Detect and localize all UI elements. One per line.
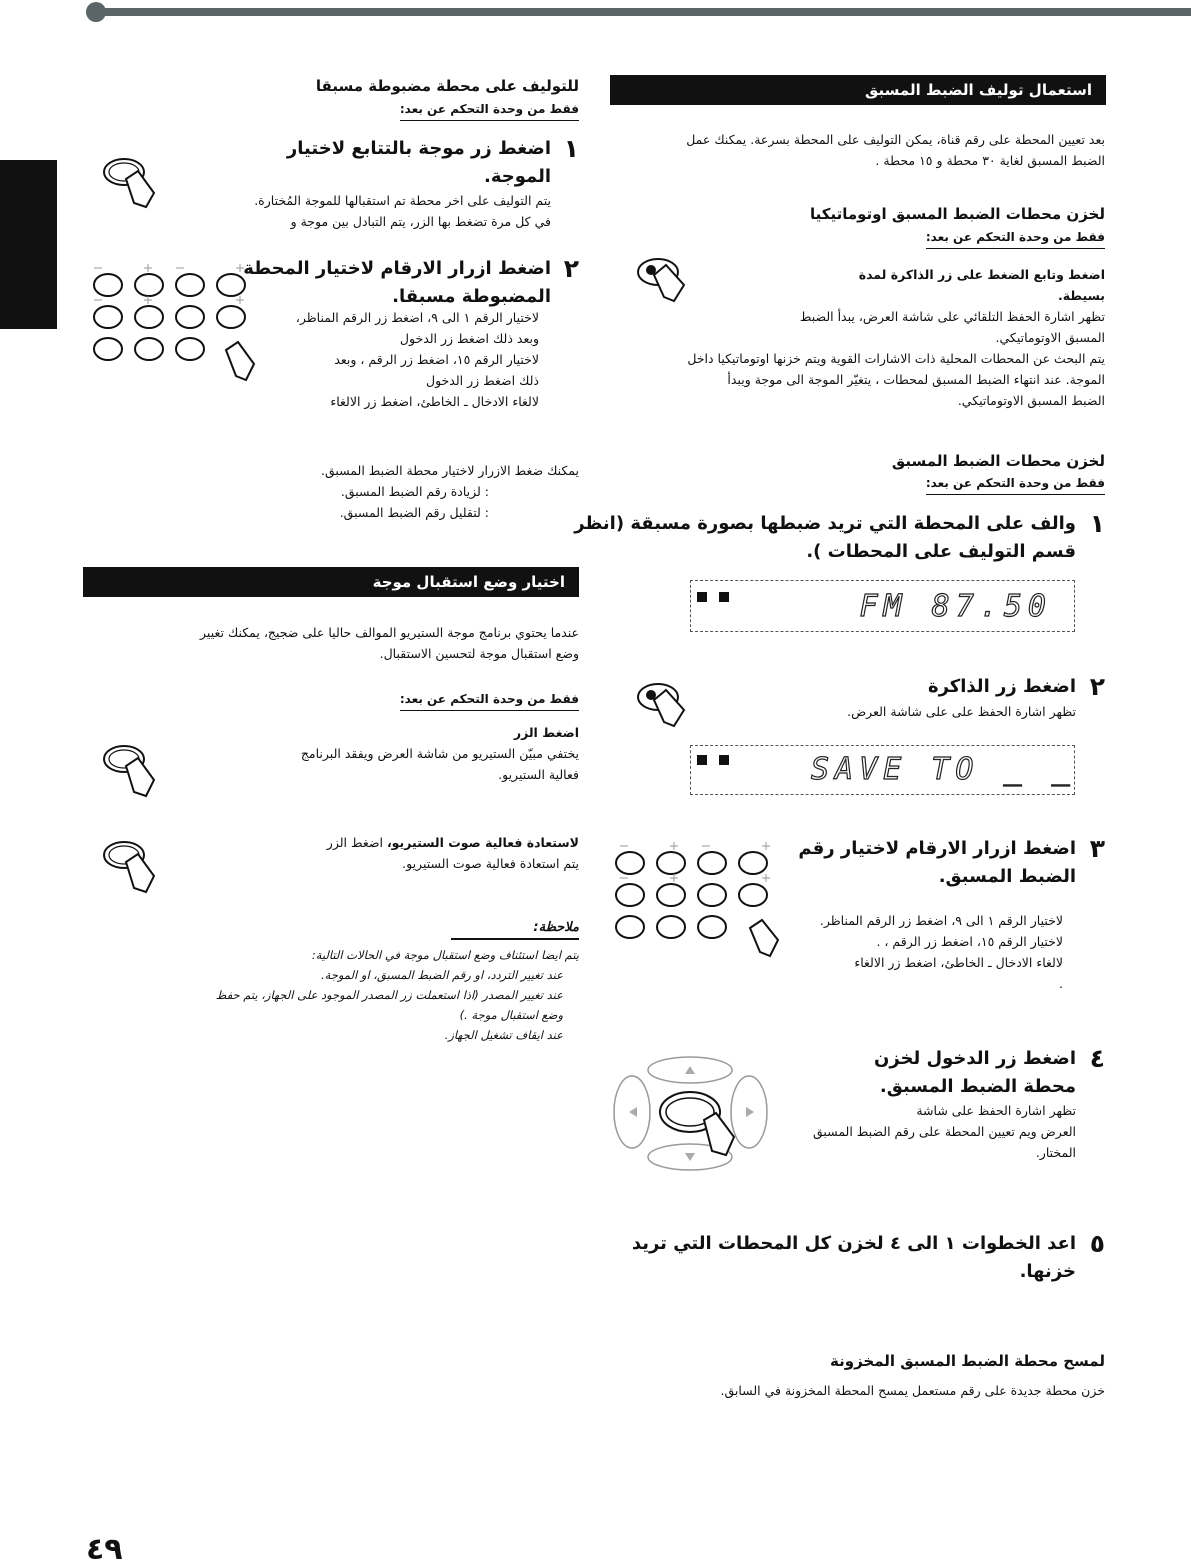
- band-button-icon: [100, 155, 160, 210]
- step-4-number: ٤: [1089, 1044, 1105, 1073]
- auto-preset-body: اضغط وتابع الضغط على زر الذاكرة لمدة بسيطة. تظهر اشارة الحفظ التلقائي على شاشة العرض، يبدأ الضبط المسبق الاوتوماتيكي. يتم البحث عن المحطات المحلية ذات الاشارات القوية ويتم خزنها اوتوماتيكيا داخل الموجة. عند انتهاء الضبط المسبق لمحطات ، يتغيّر الموجة الى موجة ويبدأ الضبط المسبق الاوتوماتيكي.: [687, 267, 1105, 408]
- page-number: ٤٩: [86, 1532, 123, 1567]
- number-keypad-icon: [612, 840, 782, 960]
- banner-preset-tuning: استعمال توليف الضبط المسبق: [610, 75, 1106, 105]
- erase-preset-body: خزن محطة جديدة على رقم مستعمل يمسح المحطة المخزونة في السابق.: [720, 1383, 1105, 1398]
- left-step-2-title: اضغط ازرار الارقام لاختيار المحطة المضبوطة مسبقا.: [243, 258, 551, 307]
- auto-preset-heading: لخزن محطات الضبط المسبق اوتوماتيكيا: [809, 205, 1105, 223]
- manual-preset-sub: فقط من وحدة التحكم عن بعد:: [926, 474, 1105, 495]
- enter-cursor-pad-icon: [612, 1055, 772, 1175]
- step-5-number: ٥: [1089, 1229, 1105, 1258]
- memory-button-icon-2: [634, 680, 694, 730]
- step-2-text: اضغط زر الذاكرة تظهر اشارة الحفظ على على شاشة العرض.: [847, 676, 1076, 719]
- fm-mode-button-icon: [100, 742, 160, 802]
- lcd-indicator-icons: [697, 590, 737, 606]
- left-step-2-body: لاختيار الرقم ١ الى ٩، اضغط زر الرقم المناظر، وبعد ذلك اضغط زر الدخول لاختيار الرقم ١٥، اضغط زر الرقم ، وبعد ذلك اضغط زر الدخول لالغاء الادخال ـ الخاطئ، اضغط زر الالغاء: [295, 310, 539, 409]
- fm-mode-sub: فقط من وحدة التحكم عن بعد:: [400, 690, 579, 711]
- note-title: ملاحظة:: [533, 920, 579, 935]
- left-step-1-number: ١: [563, 134, 579, 163]
- preset-intro: بعد تعيين المحطة على رقم قناة، يمكن التوليف على المحطة بسرعة. يمكنك عمل الضبط المسبق لغاية ٣٠ محطة و ١٥ محطة .: [686, 132, 1105, 168]
- step-2-number: ٢: [1089, 672, 1105, 701]
- banner-fm-mode: اختيار وضع استقبال موجة: [83, 567, 579, 597]
- preset-updown-info: يمكنك ضغط الازرار لاختيار محطة الضبط المسبق. : لزيادة رقم الضبط المسبق. : لتقليل رقم الضبط المسبق.: [320, 463, 579, 520]
- note-title-wrap: [451, 918, 579, 940]
- erase-preset-heading: لمسح محطة الضبط المسبق المخزونة: [830, 1352, 1105, 1370]
- step-5-title: اعد الخطوات ١ الى ٤ لخزن كل المحطات التي تريد خزنها.: [631, 1233, 1076, 1282]
- fm-mode-restore: لاستعادة فعالية صوت الستيريو، اضغط الزر يتم استعادة فعالية صوت الستيريو.: [326, 835, 579, 871]
- step-1-title: والف على المحطة التي تريد ضبطها بصورة مسبقة (انظر قسم التوليف على المحطات ).: [574, 513, 1076, 562]
- fm-mode-button-icon-2: [100, 838, 160, 898]
- tune-preset-sub: فقط من وحدة التحكم عن بعد:: [400, 100, 579, 121]
- step-3-title: اضغط ازرار الارقام لاختيار رقم الضبط المسبق.: [798, 838, 1076, 887]
- step-3-number: ٣: [1089, 834, 1105, 863]
- top-rule-dot: [86, 2, 106, 22]
- left-step-1-body: يتم التوليف على اخر محطة تم استقبالها للموجة المُختارة. في كل مرة تضغط بها الزر، يتم التبادل بين موجة و: [254, 193, 551, 229]
- tune-preset-heading: للتوليف على محطة مضبوطة مسبقا: [315, 77, 579, 95]
- auto-preset-sub: فقط من وحدة التحكم عن بعد:: [926, 228, 1105, 249]
- step-4-body: تظهر اشارة الحفظ على شاشة العرض ويم تعيين المحطة على رقم الضبط المسبق المختار.: [812, 1103, 1076, 1160]
- left-step-2-number: ٢: [563, 254, 579, 283]
- lcd-display-frequency: FM 87.50: [690, 580, 1075, 632]
- lcd-display-save: SAVE TO _ _: [690, 745, 1075, 795]
- number-keypad-icon-left: [90, 262, 260, 382]
- step-1-number: ١: [1089, 509, 1105, 538]
- left-step-1-title: اضغط زر موجة بالتتابع لاختيار الموجة.: [286, 138, 551, 187]
- top-rule: [98, 8, 1191, 16]
- fm-mode-press: اضغط الزر يختفي مبيّن الستيريو من شاشة العرض ويفقد البرنامج فعالية الستيريو.: [300, 725, 579, 782]
- note-body: يتم ايضا استئناف وضع استقبال موجة في الحالات التالية: عند تغيير التردد، او رقم الضبط المسبق، او الموجة. عند تغيير المصدر (اذا استعملت زر المصدر الموجود على الجهاز، يتم حفظ وضع استقبال موجة .) عند ايقاف تشغيل الجهاز.: [215, 948, 579, 1042]
- manual-preset-heading: لخزن محطات الضبط المسبق: [891, 452, 1105, 470]
- lcd-indicator-icons-2: [697, 753, 737, 769]
- side-tab: [0, 160, 57, 329]
- fm-mode-intro: عندما يحتوي برنامج موجة الستيريو الموالف حاليا على ضجيج، يمكنك تغيير وضع استقبال موجة لتحسين الاستقبال.: [200, 625, 579, 661]
- step-4-title: اضغط زر الدخول لخزن محطة الضبط المسبق.: [873, 1048, 1076, 1097]
- step-3-body: لاختيار الرقم ١ الى ٩، اضغط زر الرقم المناظر. لاختيار الرقم ١٥، اضغط زر الرقم ، . لالغاء الادخال ـ الخاطئ، اضغط زر الالغاء .: [819, 913, 1063, 991]
- memory-button-icon: [634, 255, 694, 305]
